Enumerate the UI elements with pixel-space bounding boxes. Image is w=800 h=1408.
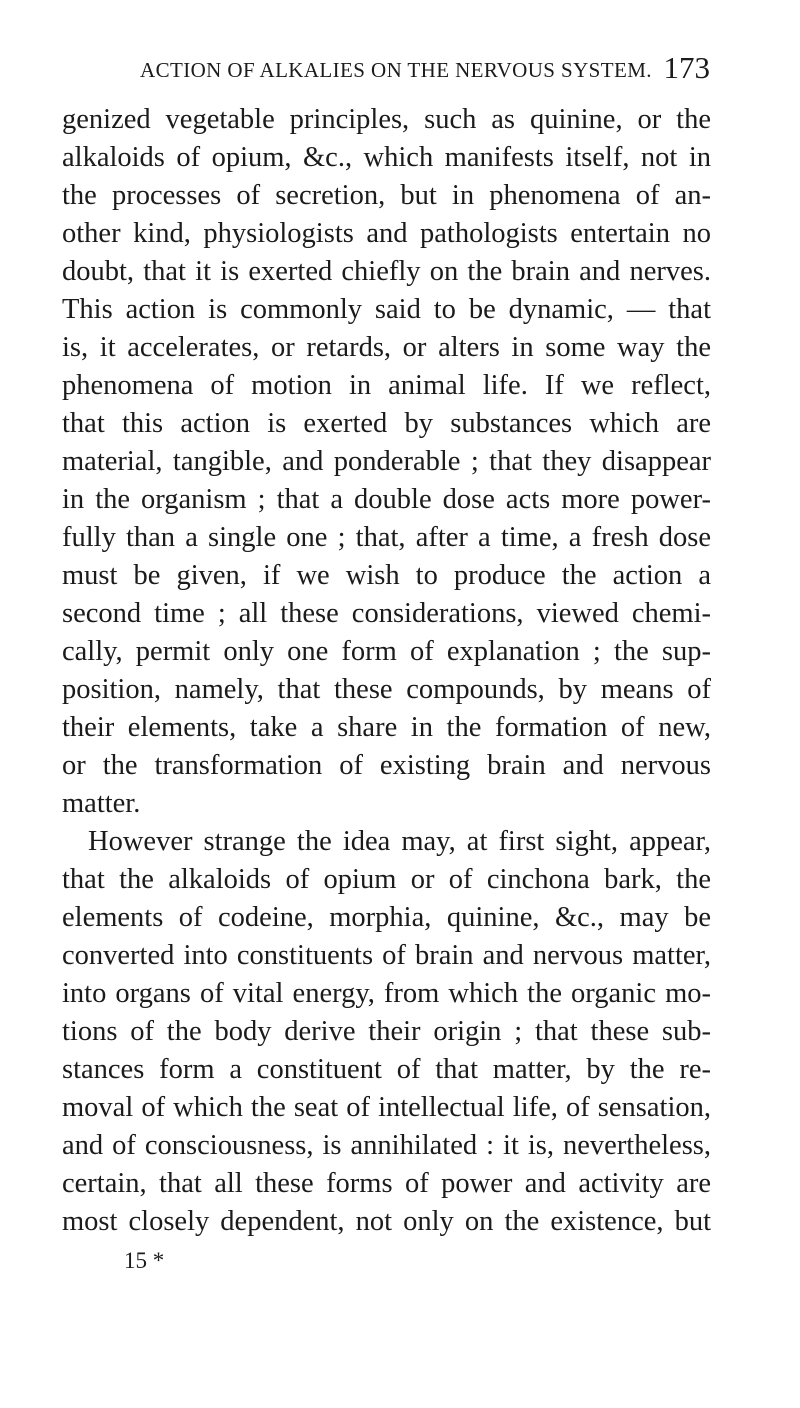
text-line: and of consciousness, is annihilated : it is, nevertheless,	[62, 1130, 711, 1161]
text-line: moval of which the seat of intellectual life, of sensation,	[62, 1092, 711, 1123]
signature-mark: 15 *	[124, 1248, 165, 1273]
text-line: stances form a constituent of that matter, by the re-	[62, 1054, 711, 1085]
text-line: certain, that all these forms of power and activity are	[62, 1168, 711, 1199]
text-line: fully than a single one ; that, after a time, a fresh dose	[62, 522, 711, 553]
text-line: cally, permit only one form of explanation ; the sup-	[62, 636, 711, 667]
text-line: their elements, take a share in the formation of new,	[62, 712, 711, 743]
text-line: the processes of secretion, but in phenomena of an-	[62, 180, 711, 211]
text-line: alkaloids of opium, &c., which manifests itself, not in	[62, 142, 711, 173]
text-line: or the transformation of existing brain and nervous	[62, 750, 711, 781]
text-line: genized vegetable principles, such as quinine, or the	[62, 104, 711, 135]
text-line: position, namely, that these compounds, by means of	[62, 674, 711, 705]
text-line: This action is commonly said to be dynamic, — that	[62, 294, 711, 325]
text-line: that this action is exerted by substances which are	[62, 408, 711, 439]
text-line: elements of codeine, morphia, quinine, &c., may be	[62, 902, 711, 933]
text-line: tions of the body derive their origin ; that these sub-	[62, 1016, 711, 1047]
text-line: matter.	[62, 788, 141, 819]
running-head-title: ACTION OF ALKALIES ON THE NERVOUS SYSTEM.	[140, 58, 652, 82]
text-line: must be given, if we wish to produce the action a	[62, 560, 711, 591]
text-line: phenomena of motion in animal life. If we reflect,	[62, 370, 711, 401]
text-line: second time ; all these considerations, viewed chemi-	[62, 598, 711, 629]
text-line: is, it accelerates, or retards, or alters in some way the	[62, 332, 711, 363]
text-line: However strange the idea may, at first sight, appear,	[88, 826, 711, 857]
running-head	[140, 46, 710, 90]
text-line: that the alkaloids of opium or of cinchona bark, the	[62, 864, 711, 895]
text-line: other kind, physiologists and pathologists entertain no	[62, 218, 711, 249]
text-line: material, tangible, and ponderable ; that they disappear	[62, 446, 711, 477]
text-line: doubt, that it is exerted chiefly on the brain and nerves.	[62, 256, 711, 287]
text-line: converted into constituents of brain and nervous matter,	[62, 940, 711, 971]
text-line: into organs of vital energy, from which the organic mo-	[62, 978, 711, 1009]
text-line: most closely dependent, not only on the existence, but	[62, 1206, 711, 1237]
text-line: in the organism ; that a double dose acts more power-	[62, 484, 711, 515]
page-number: 173	[663, 50, 710, 85]
